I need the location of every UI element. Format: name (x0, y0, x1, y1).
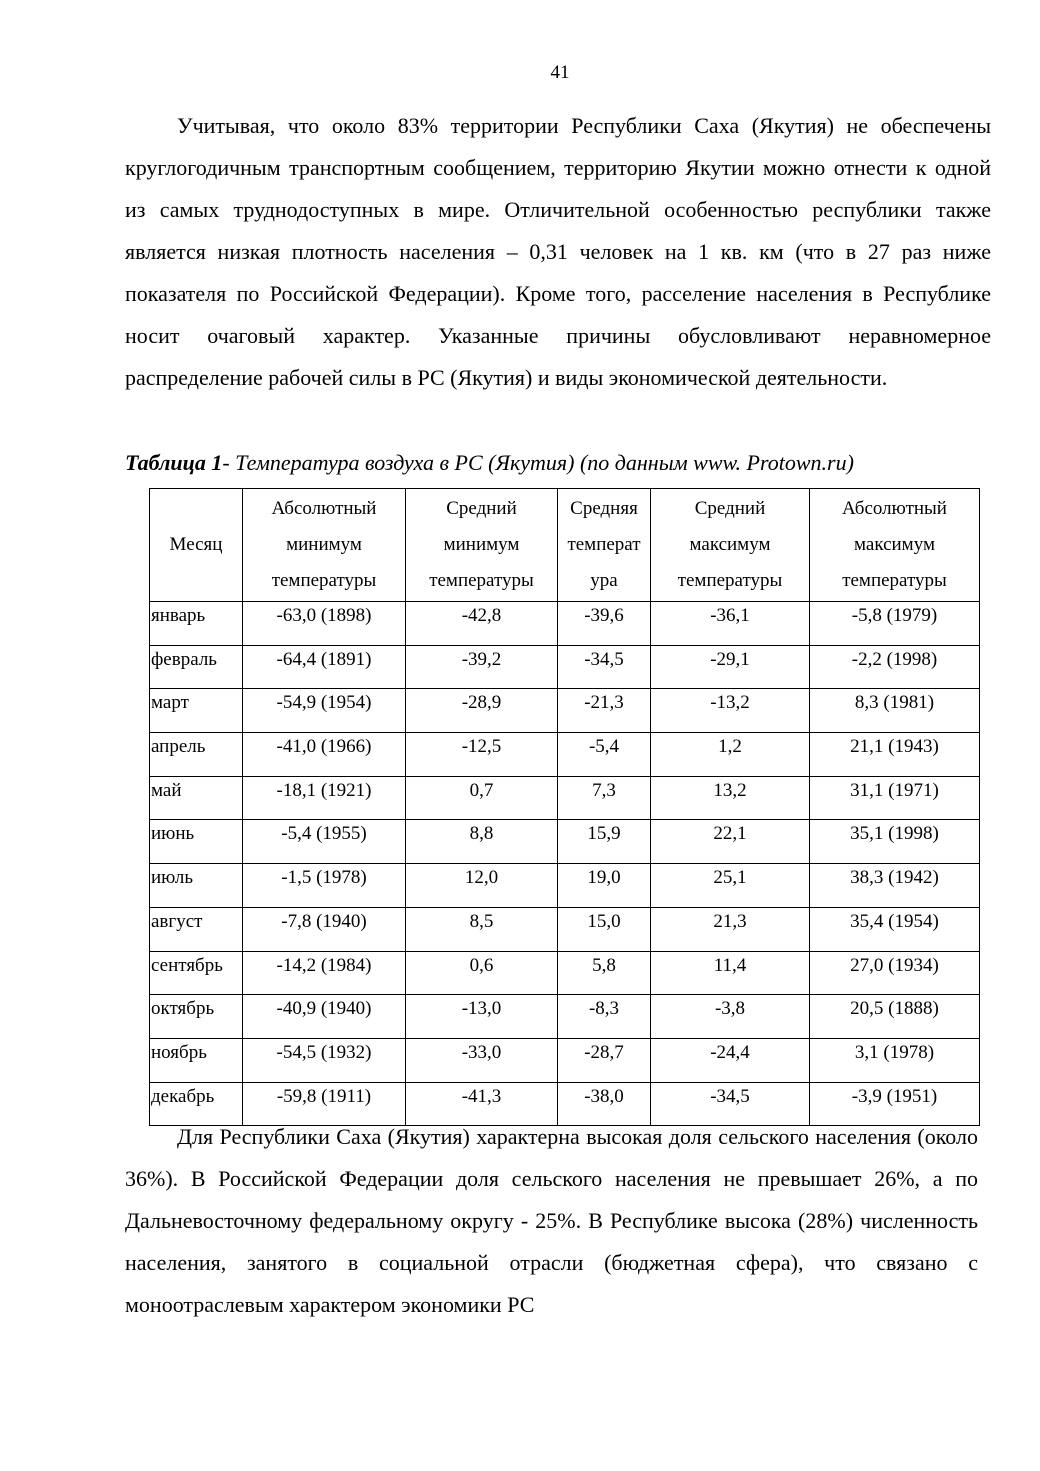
avg-max-cell: -29,1 (651, 645, 810, 689)
abs-max-cell: 35,4 (1954) (810, 907, 980, 951)
table-row (150, 1038, 980, 1082)
table-row (150, 907, 980, 951)
abs-max-cell: -2,2 (1998) (810, 645, 980, 689)
abs-min-cell: -7,8 (1940) (243, 907, 406, 951)
header-line: Абсолютный (842, 498, 947, 519)
abs-max-cell: 31,1 (1971) (810, 776, 980, 820)
table-row (150, 776, 980, 820)
avg-max-cell: -36,1 (651, 602, 810, 646)
avg-min-cell: 8,5 (406, 907, 558, 951)
avg-cell: 15,0 (558, 907, 651, 951)
month-cell: сентябрь (150, 951, 243, 995)
header-line: Месяц (169, 534, 223, 555)
table-caption-lead: Таблица 1 (125, 450, 223, 475)
abs-min-cell: -54,9 (1954) (243, 689, 406, 733)
abs-max-cell: -5,8 (1979) (810, 602, 980, 646)
header-avg-min (406, 489, 558, 602)
abs-min-cell: -41,0 (1966) (243, 733, 406, 777)
avg-cell: 7,3 (558, 776, 651, 820)
avg-min-cell: 8,8 (406, 820, 558, 864)
avg-max-cell: 21,3 (651, 907, 810, 951)
avg-cell: -21,3 (558, 689, 651, 733)
avg-min-cell: -28,9 (406, 689, 558, 733)
header-line: минимум (286, 534, 362, 555)
avg-max-cell: -24,4 (651, 1038, 810, 1082)
table-row (150, 733, 980, 777)
table-row (150, 864, 980, 908)
avg-min-cell: -12,5 (406, 733, 558, 777)
avg-max-cell: -3,8 (651, 995, 810, 1039)
header-line: минимум (443, 534, 520, 555)
month-cell: февраль (150, 645, 243, 689)
avg-min-cell: -39,2 (406, 645, 558, 689)
abs-max-cell: 21,1 (1943) (810, 733, 980, 777)
avg-max-cell: 22,1 (651, 820, 810, 864)
intro-paragraph: Учитывая, что около 83% территории Республики Саха (Якутия) не обеспечены круглогодичным транспортным сообщением, территорию Якутии можно отнести к одной из самых труднодоступных в мире. Отличительной особенностью республики также является низкая плотность населения – 0,31 человек на 1 кв. км (что в 27 раз ниже показателя по Российской Федерации). Кроме того, расселение населения в Республике носит очаговый характер. Указанные причины обусловливают неравномерное распределение рабочей силы в РС (Якутия) и виды экономической деятельности. (125, 113, 991, 390)
month-cell: август (150, 907, 243, 951)
table-row (150, 995, 980, 1039)
avg-max-cell: 13,2 (651, 776, 810, 820)
header-line: Средний (694, 498, 766, 519)
header-line: ура (590, 570, 618, 591)
header-line: максимум (689, 534, 771, 555)
abs-min-cell: -14,2 (1984) (243, 951, 406, 995)
abs-min-cell: -40,9 (1940) (243, 995, 406, 1039)
month-cell: апрель (150, 733, 243, 777)
avg-min-cell: -41,3 (406, 1082, 558, 1126)
table-caption (125, 446, 1005, 480)
table-header (150, 489, 980, 602)
avg-cell: -5,4 (558, 733, 651, 777)
header-abs-min (243, 489, 406, 602)
header-abs-max (810, 489, 980, 602)
avg-min-cell: 0,6 (406, 951, 558, 995)
abs-max-cell: 38,3 (1942) (810, 864, 980, 908)
temperature-table (149, 488, 980, 1126)
after-table-paragraph: Для Республики Саха (Якутия) характерна высокая доля сельского населения (около 36%). В Российской Федерации доля сельского населения не превышает 26%, а по Дальневосточному федеральному округу - 25%. В Республике высока (28%) численность населения, занятого в социальной отрасли (бюджетная сфера), что связано с моноотраслевым характером экономики РС (125, 1124, 978, 1317)
avg-min-cell: -13,0 (406, 995, 558, 1039)
month-cell: ноябрь (150, 1038, 243, 1082)
avg-min-cell: -33,0 (406, 1038, 558, 1082)
abs-min-cell: -63,0 (1898) (243, 602, 406, 646)
avg-cell: -8,3 (558, 995, 651, 1039)
table-header-row (150, 489, 980, 602)
avg-max-cell: -34,5 (651, 1082, 810, 1126)
month-cell: июнь (150, 820, 243, 864)
table-row (150, 602, 980, 646)
header-line: Средняя (570, 498, 638, 519)
avg-min-cell: 12,0 (406, 864, 558, 908)
abs-min-cell: -1,5 (1978) (243, 864, 406, 908)
abs-min-cell: -54,5 (1932) (243, 1038, 406, 1082)
month-cell: январь (150, 602, 243, 646)
table-row (150, 951, 980, 995)
avg-cell: -34,5 (558, 645, 651, 689)
avg-max-cell: 25,1 (651, 864, 810, 908)
header-line: температ (567, 534, 641, 555)
avg-cell: 15,9 (558, 820, 651, 864)
header-line: температуры (429, 570, 534, 591)
abs-min-cell: -64,4 (1891) (243, 645, 406, 689)
month-cell: июль (150, 864, 243, 908)
month-cell: октябрь (150, 995, 243, 1039)
header-avg-max (651, 489, 810, 602)
avg-min-cell: -42,8 (406, 602, 558, 646)
table-body (150, 602, 980, 1126)
month-cell: март (150, 689, 243, 733)
avg-cell: 5,8 (558, 951, 651, 995)
month-cell: май (150, 776, 243, 820)
header-line: температуры (271, 570, 377, 591)
abs-min-cell: -59,8 (1911) (243, 1082, 406, 1126)
avg-cell: -38,0 (558, 1082, 651, 1126)
avg-max-cell: 11,4 (651, 951, 810, 995)
abs-max-cell: 8,3 (1981) (810, 689, 980, 733)
header-line: максимум (854, 534, 935, 555)
header-line: температуры (677, 570, 783, 591)
header-avg (558, 489, 651, 602)
table-caption-text: - Температура воздуха в РС (Якутия) (по данным www. Protown.ru) (222, 450, 854, 475)
abs-max-cell: 35,1 (1998) (810, 820, 980, 864)
avg-cell: 19,0 (558, 864, 651, 908)
table-row (150, 645, 980, 689)
abs-max-cell: 20,5 (1888) (810, 995, 980, 1039)
abs-max-cell: -3,9 (1951) (810, 1082, 980, 1126)
abs-min-cell: -18,1 (1921) (243, 776, 406, 820)
avg-cell: -28,7 (558, 1038, 651, 1082)
avg-max-cell: 1,2 (651, 733, 810, 777)
avg-min-cell: 0,7 (406, 776, 558, 820)
page-number: 41 (550, 62, 570, 83)
header-line: Средний (446, 498, 517, 519)
table-row (150, 689, 980, 733)
avg-max-cell: -13,2 (651, 689, 810, 733)
table-row (150, 820, 980, 864)
avg-cell: -39,6 (558, 602, 651, 646)
abs-min-cell: -5,4 (1955) (243, 820, 406, 864)
abs-max-cell: 27,0 (1934) (810, 951, 980, 995)
abs-max-cell: 3,1 (1978) (810, 1038, 980, 1082)
month-cell: декабрь (150, 1082, 243, 1126)
header-month (150, 489, 243, 602)
header-line: Абсолютный (271, 498, 377, 519)
header-line: температуры (842, 570, 947, 591)
